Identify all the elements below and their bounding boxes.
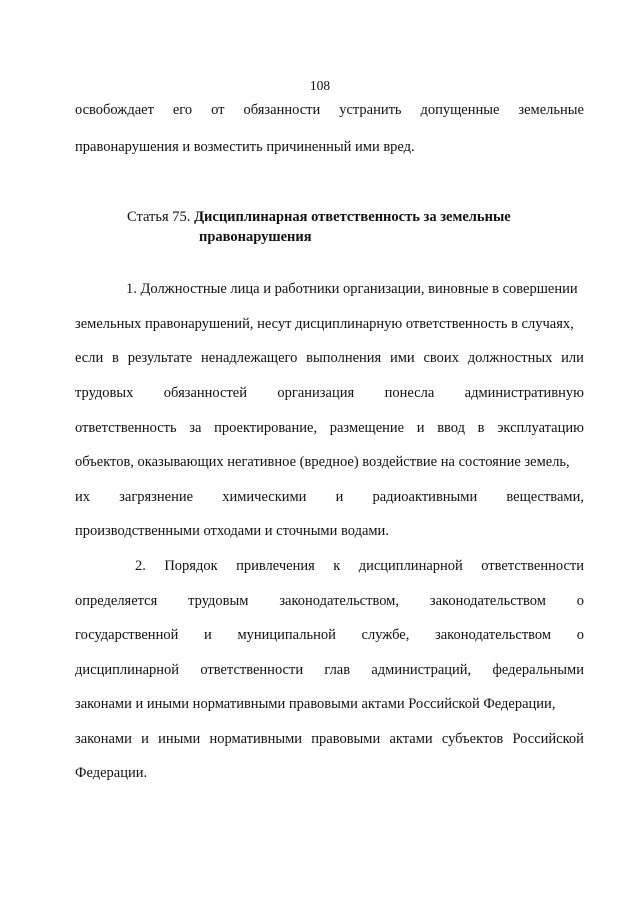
- word: организация: [277, 385, 355, 401]
- word: ими: [390, 350, 415, 366]
- word: глав: [324, 662, 351, 678]
- word: от: [211, 102, 225, 118]
- word: химическими: [222, 489, 307, 505]
- word: допущенные: [420, 102, 500, 118]
- word: муниципальной: [237, 627, 336, 643]
- word: ответственности: [481, 558, 584, 574]
- paragraph-1-line-5: [75, 419, 584, 437]
- paragraph-2-line-3: [75, 626, 584, 644]
- word: актами: [389, 731, 433, 747]
- paragraph-1-line-4: [75, 384, 584, 402]
- word: и: [204, 627, 212, 643]
- word: или: [561, 350, 584, 366]
- word: ввод: [437, 420, 466, 436]
- paragraph-2-line-5: законами и иными нормативными правовыми актами Российской Федерации,: [75, 696, 556, 712]
- word: 2.: [135, 558, 146, 574]
- paragraph-1-line-8: производственными отходами и сточными водами.: [75, 523, 389, 539]
- paragraph-2-line-4: [75, 661, 584, 679]
- word: ответственности: [200, 662, 304, 678]
- word: выполнения: [306, 350, 382, 366]
- word: за: [189, 420, 202, 436]
- word: субъектов: [441, 731, 504, 747]
- word: земельные: [518, 102, 584, 118]
- article-title-line-2: правонарушения: [199, 229, 312, 245]
- word: загрязнение: [119, 489, 194, 505]
- word: в: [112, 350, 119, 366]
- word: ненадлежащего: [201, 350, 298, 366]
- word: Российской: [512, 731, 584, 747]
- word: освобождает: [75, 102, 154, 118]
- word: обязанностей: [163, 385, 247, 401]
- word: в: [477, 420, 485, 436]
- word: дисциплинарной: [358, 558, 463, 574]
- word: проектирование,: [214, 420, 318, 436]
- word: понесла: [384, 385, 435, 401]
- word: и: [416, 420, 425, 436]
- paragraph-2-line-7: Федерации.: [75, 765, 148, 781]
- word: трудовым: [188, 593, 249, 609]
- word: привлечения: [236, 558, 315, 574]
- word: законодательством: [429, 593, 546, 609]
- word: нормативными: [209, 731, 303, 747]
- word: ответственность: [75, 420, 177, 436]
- word: радиоактивными: [372, 489, 478, 505]
- paragraph-2-line-6: [75, 730, 584, 748]
- paragraph-1-line-6: объектов, оказывающих негативное (вредное) воздействие на состояние земель,: [75, 454, 570, 470]
- page-number: 108: [309, 78, 331, 93]
- word: законодательством,: [279, 593, 399, 609]
- paragraph-2-line-1: [135, 557, 584, 575]
- article-heading: [127, 207, 511, 227]
- word: эксплуатацию: [497, 420, 584, 436]
- word: обязанности: [243, 102, 321, 118]
- paragraph-1-line-7: [75, 488, 584, 506]
- word: законодательством: [435, 627, 552, 643]
- word: о: [576, 627, 584, 643]
- word: дисциплинарной: [75, 662, 180, 678]
- paragraph-2-line-2: [75, 592, 584, 610]
- word: устранить: [339, 102, 402, 118]
- article-prefix: Статья 75.: [127, 209, 191, 225]
- word: иными: [158, 731, 201, 747]
- word: трудовых: [75, 385, 134, 401]
- word: о: [576, 593, 584, 609]
- word: веществами,: [506, 489, 584, 505]
- word: к: [333, 558, 341, 574]
- word: своих: [423, 350, 459, 366]
- word: его: [172, 102, 193, 118]
- word: должностных: [467, 350, 553, 366]
- word: федеральными: [492, 662, 584, 678]
- word: и: [335, 489, 344, 505]
- article-title-line-1: Дисциплинарная ответственность за земельные: [194, 209, 511, 225]
- word: Порядок: [164, 558, 218, 574]
- paragraph-1-line-3: [75, 349, 584, 367]
- word: размещение: [329, 420, 405, 436]
- word: законами: [75, 731, 132, 747]
- intro-line-2: правонарушения и возместить причиненный ими вред.: [75, 139, 415, 155]
- word: административную: [464, 385, 584, 401]
- word: службе,: [361, 627, 410, 643]
- word: администраций,: [371, 662, 472, 678]
- word: если: [75, 350, 104, 366]
- word: их: [75, 489, 91, 505]
- word: государственной: [75, 627, 179, 643]
- word: правовыми: [311, 731, 381, 747]
- intro-line-1: [75, 101, 584, 119]
- paragraph-1-line-1: 1. Должностные лица и работники организации, виновные в совершении: [126, 281, 578, 297]
- word: определяется: [75, 593, 158, 609]
- word: результате: [127, 350, 193, 366]
- paragraph-1-line-2: земельных правонарушений, несут дисциплинарную ответственность в случаях,: [75, 316, 574, 332]
- word: и: [141, 731, 149, 747]
